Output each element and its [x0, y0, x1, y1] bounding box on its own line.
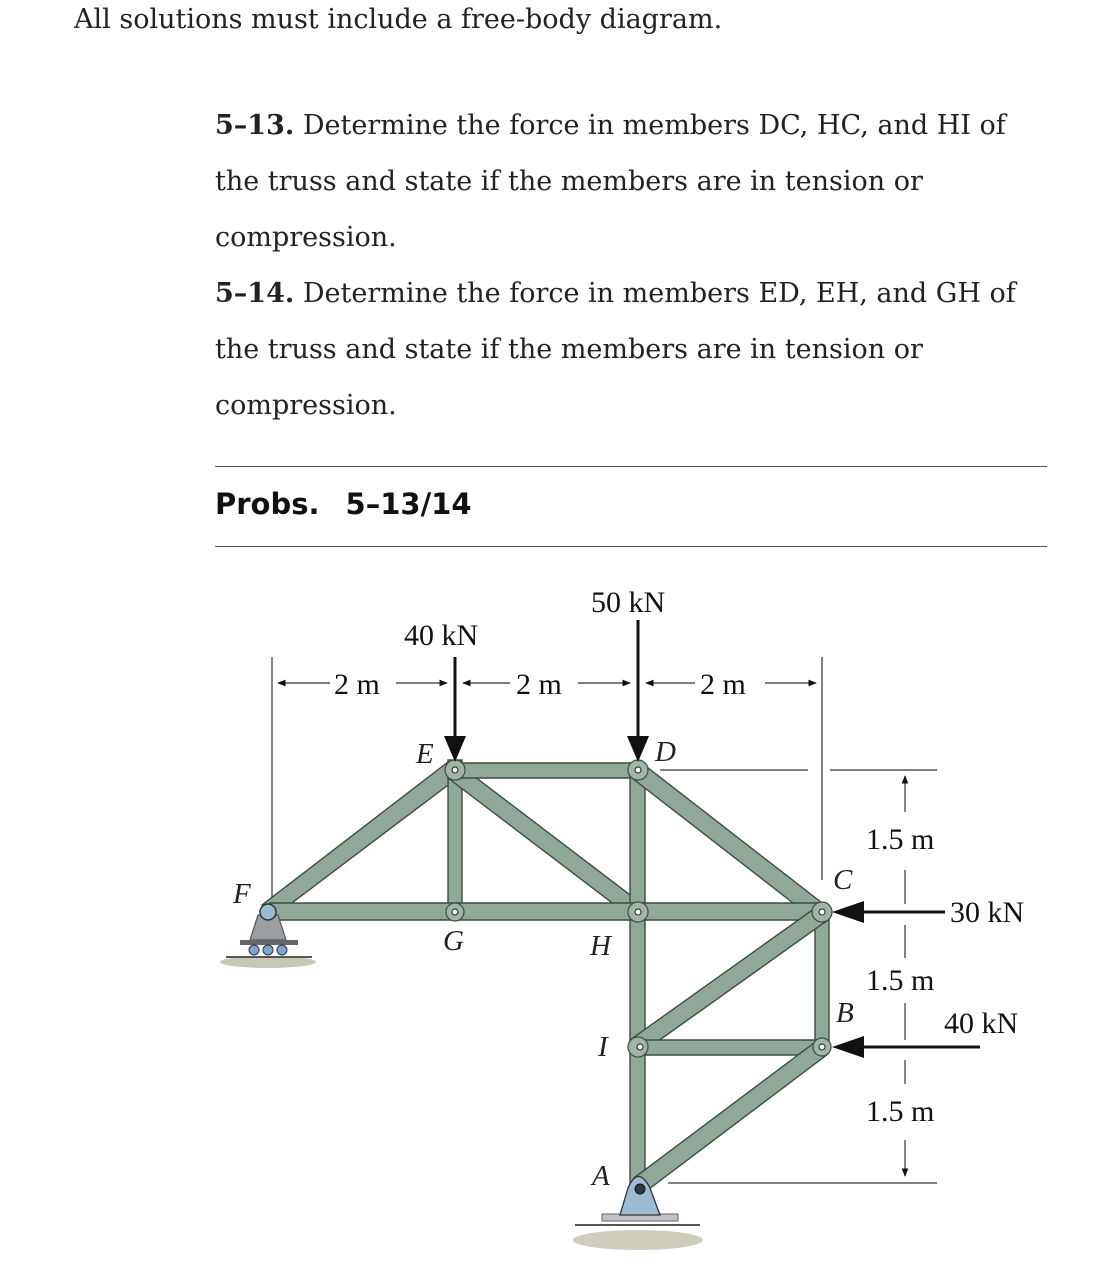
pin-C	[819, 909, 825, 915]
load-label-B: 40 kN	[944, 1007, 1019, 1040]
joint-label-E: E	[416, 738, 434, 770]
member-CI	[630, 906, 828, 1054]
pin-G	[452, 909, 458, 915]
load-arrowhead-B	[832, 1036, 864, 1058]
joint-label-A: A	[592, 1160, 610, 1192]
load-arrowhead-C	[832, 901, 864, 923]
member-CB	[815, 912, 829, 1048]
header-note: All solutions must include a free-body diagram.	[74, 4, 723, 35]
caption-prefix: Probs.	[215, 487, 320, 521]
problem-number: 5–13.	[215, 110, 295, 141]
load-label-E: 40 kN	[404, 619, 479, 652]
caption-numbers: 5–13/14	[345, 487, 472, 521]
member-FC	[270, 903, 822, 920]
pin-D	[635, 767, 641, 773]
load-arrowhead-D	[627, 736, 649, 762]
pin-B	[819, 1044, 825, 1050]
member-IB	[638, 1040, 822, 1055]
truss-members	[262, 760, 829, 1192]
member-AB	[634, 1040, 828, 1192]
pin-E	[452, 767, 458, 773]
load-label-D: 50 kN	[591, 586, 666, 619]
dim-label-FE: 2 m	[334, 668, 380, 701]
load-label-C: 30 kN	[950, 896, 1025, 929]
problem-text: Determine the force in members DC, HC, and HI of the truss and state if the members are in tension or compression.	[215, 110, 1006, 253]
member-ED	[455, 763, 638, 778]
joint-label-C: C	[833, 864, 853, 896]
pin-I	[637, 1044, 643, 1050]
problem-number: 5–14.	[215, 278, 295, 309]
joint-label-B: B	[836, 997, 854, 1029]
load-arrowhead-E	[444, 736, 466, 762]
joint-label-D: D	[655, 736, 676, 768]
dim-label-lower: 1.5 m	[866, 1095, 935, 1128]
member-FE	[262, 762, 460, 918]
dim-label-DC: 2 m	[700, 668, 746, 701]
pin-H	[635, 909, 641, 915]
ground-shadow	[573, 1230, 703, 1250]
dim-label-upper: 1.5 m	[866, 823, 935, 856]
dim-label-ED: 2 m	[516, 668, 562, 701]
member-DA	[630, 770, 645, 1186]
joint-label-F: F	[233, 878, 251, 910]
problem-text: Determine the force in members ED, EH, and GH of the truss and state if the members are in tension or compression.	[215, 278, 1016, 421]
dim-label-middle: 1.5 m	[866, 964, 935, 997]
joint-label-G: G	[443, 925, 464, 957]
joint-label-H: H	[590, 930, 611, 962]
member-EH	[448, 764, 642, 918]
member-DC	[632, 764, 826, 920]
joint-label-I: I	[598, 1031, 608, 1063]
